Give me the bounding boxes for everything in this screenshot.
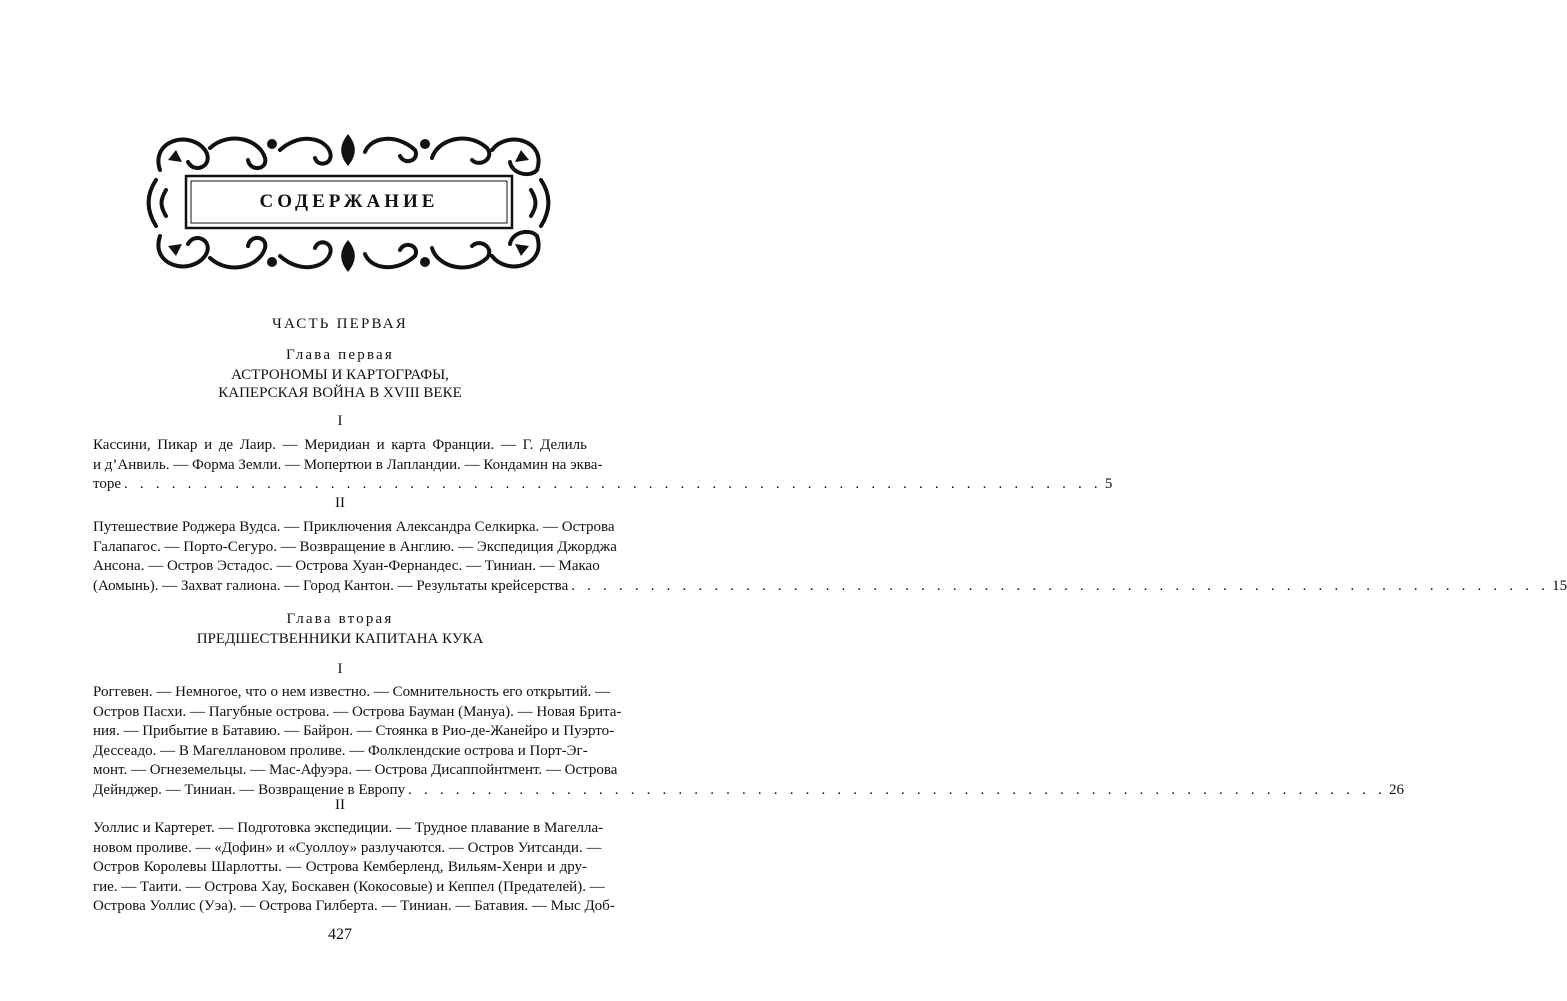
toc-line: Кассини, Пикар и де Лаир. — Меридиан и карта Франции. — Г. Делиль: [93, 437, 587, 453]
toc-line: Дейнджер. — Тиниан. — Возвращение в Европу: [93, 781, 406, 798]
toc-line: Галапагос. — Порто-Сегуро. — Возвращение в Англию. — Экспедиция Джорджа: [93, 538, 617, 555]
toc-line: Дессеадо. — В Магеллановом проливе. — Фолклендские острова и Порт-Эг-: [93, 742, 588, 759]
toc-entry: [93, 518, 1567, 596]
toc-line: гие. — Таити. — Острова Хау, Боскавен (Кокосовые) и Кеппел (Предателей). —: [93, 878, 605, 895]
toc-line: Ансона. — Остров Эстадос. — Острова Хуан-Фернандес. — Тиниан. — Макао: [93, 558, 600, 574]
toc-entry: [93, 436, 1113, 495]
toc-line: (Аомынь). — Захват галиона. — Город Кантон. — Результаты крейсерства: [93, 577, 569, 594]
page-ref: 26: [1388, 781, 1404, 798]
chapter-title: ПРЕДШЕСТВЕННИКИ КАПИТАНА КУКА: [196, 631, 484, 647]
toc-line: новом проливе. — «Дофин» и «Суоллоу» разлучаются. — Остров Уитсанди. —: [93, 839, 602, 856]
toc-line: Роггевен. — Немногое, что о нем известно. — Сомнительность его открытий. —: [93, 684, 611, 700]
part-heading: ЧАСТЬ ПЕРВАЯ: [272, 316, 408, 332]
chapter-label: Глава вторая: [286, 611, 394, 627]
section-numeral: I: [337, 413, 343, 429]
toc-leader-line: [93, 577, 1567, 597]
toc-line: ния. — Прибытие в Батавию. — Байрон. — Стоянка в Рио-де-Жанейро и Пуэрто-: [93, 723, 615, 739]
toc-line: Остров Пасхи. — Пагубные острова. — Острова Бауман (Мануа). — Новая Брита-: [93, 703, 622, 720]
toc-leader-line: [93, 475, 1113, 495]
section-numeral: I: [337, 661, 343, 677]
toc-line: Острова Уоллис (Уэа). — Острова Гилберта. — Тиниан. — Батавия. — Мыс Доб-: [93, 898, 615, 914]
toc-entry: [93, 819, 615, 917]
toc-line: Путешествие Роджера Вудса. — Приключения Александра Селкирка. — Острова: [93, 519, 615, 535]
chapter-title: [93, 366, 587, 402]
toc-line: Уоллис и Картерет. — Подготовка экспедиции. — Трудное плавание в Магелла-: [93, 820, 604, 836]
contents-heading: СОДЕРЖАНИЕ: [259, 191, 439, 212]
toc-line: и д’Анвиль. — Форма Земли. — Мопертюи в Лапландии. — Кондамин на эква-: [93, 456, 603, 473]
toc-entry: [93, 683, 1404, 800]
dot-leader: . . . . . . . . . . . . . . . . . . . . . . . . . . . . . . . . . . . . . . . . . . . . . . . . . . . . . . . . . . . . . .: [571, 577, 1550, 594]
chapter-title-line: КАПЕРСКАЯ ВОЙНА В XVIII ВЕКЕ: [218, 385, 462, 401]
dot-leader: . . . . . . . . . . . . . . . . . . . . . . . . . . . . . . . . . . . . . . . . . . . . . . . . . . . . . . . . . . . . . .: [408, 781, 1386, 798]
toc-line: торе: [93, 476, 122, 492]
page-ref: 5: [1104, 476, 1113, 492]
chapter-title-line: АСТРОНОМЫ И КАРТОГРАФЫ,: [231, 367, 449, 383]
toc-line: монт. — Огнеземельцы. — Мас-Афуэра. — Острова Дисаппойнтмент. — Острова: [93, 762, 618, 778]
dot-leader: . . . . . . . . . . . . . . . . . . . . . . . . . . . . . . . . . . . . . . . . . . . . . . . . . . . . . . . . . . . . . .: [124, 476, 1102, 492]
section-numeral: II: [335, 495, 345, 511]
page-ref: 15: [1552, 577, 1567, 594]
toc-line: Остров Королевы Шарлотты. — Острова Кемберленд, Вильям-Хенри и дру-: [93, 859, 587, 875]
chapter-label: Глава первая: [285, 347, 394, 363]
page-number: 427: [328, 926, 352, 943]
section-numeral: II: [335, 797, 345, 813]
